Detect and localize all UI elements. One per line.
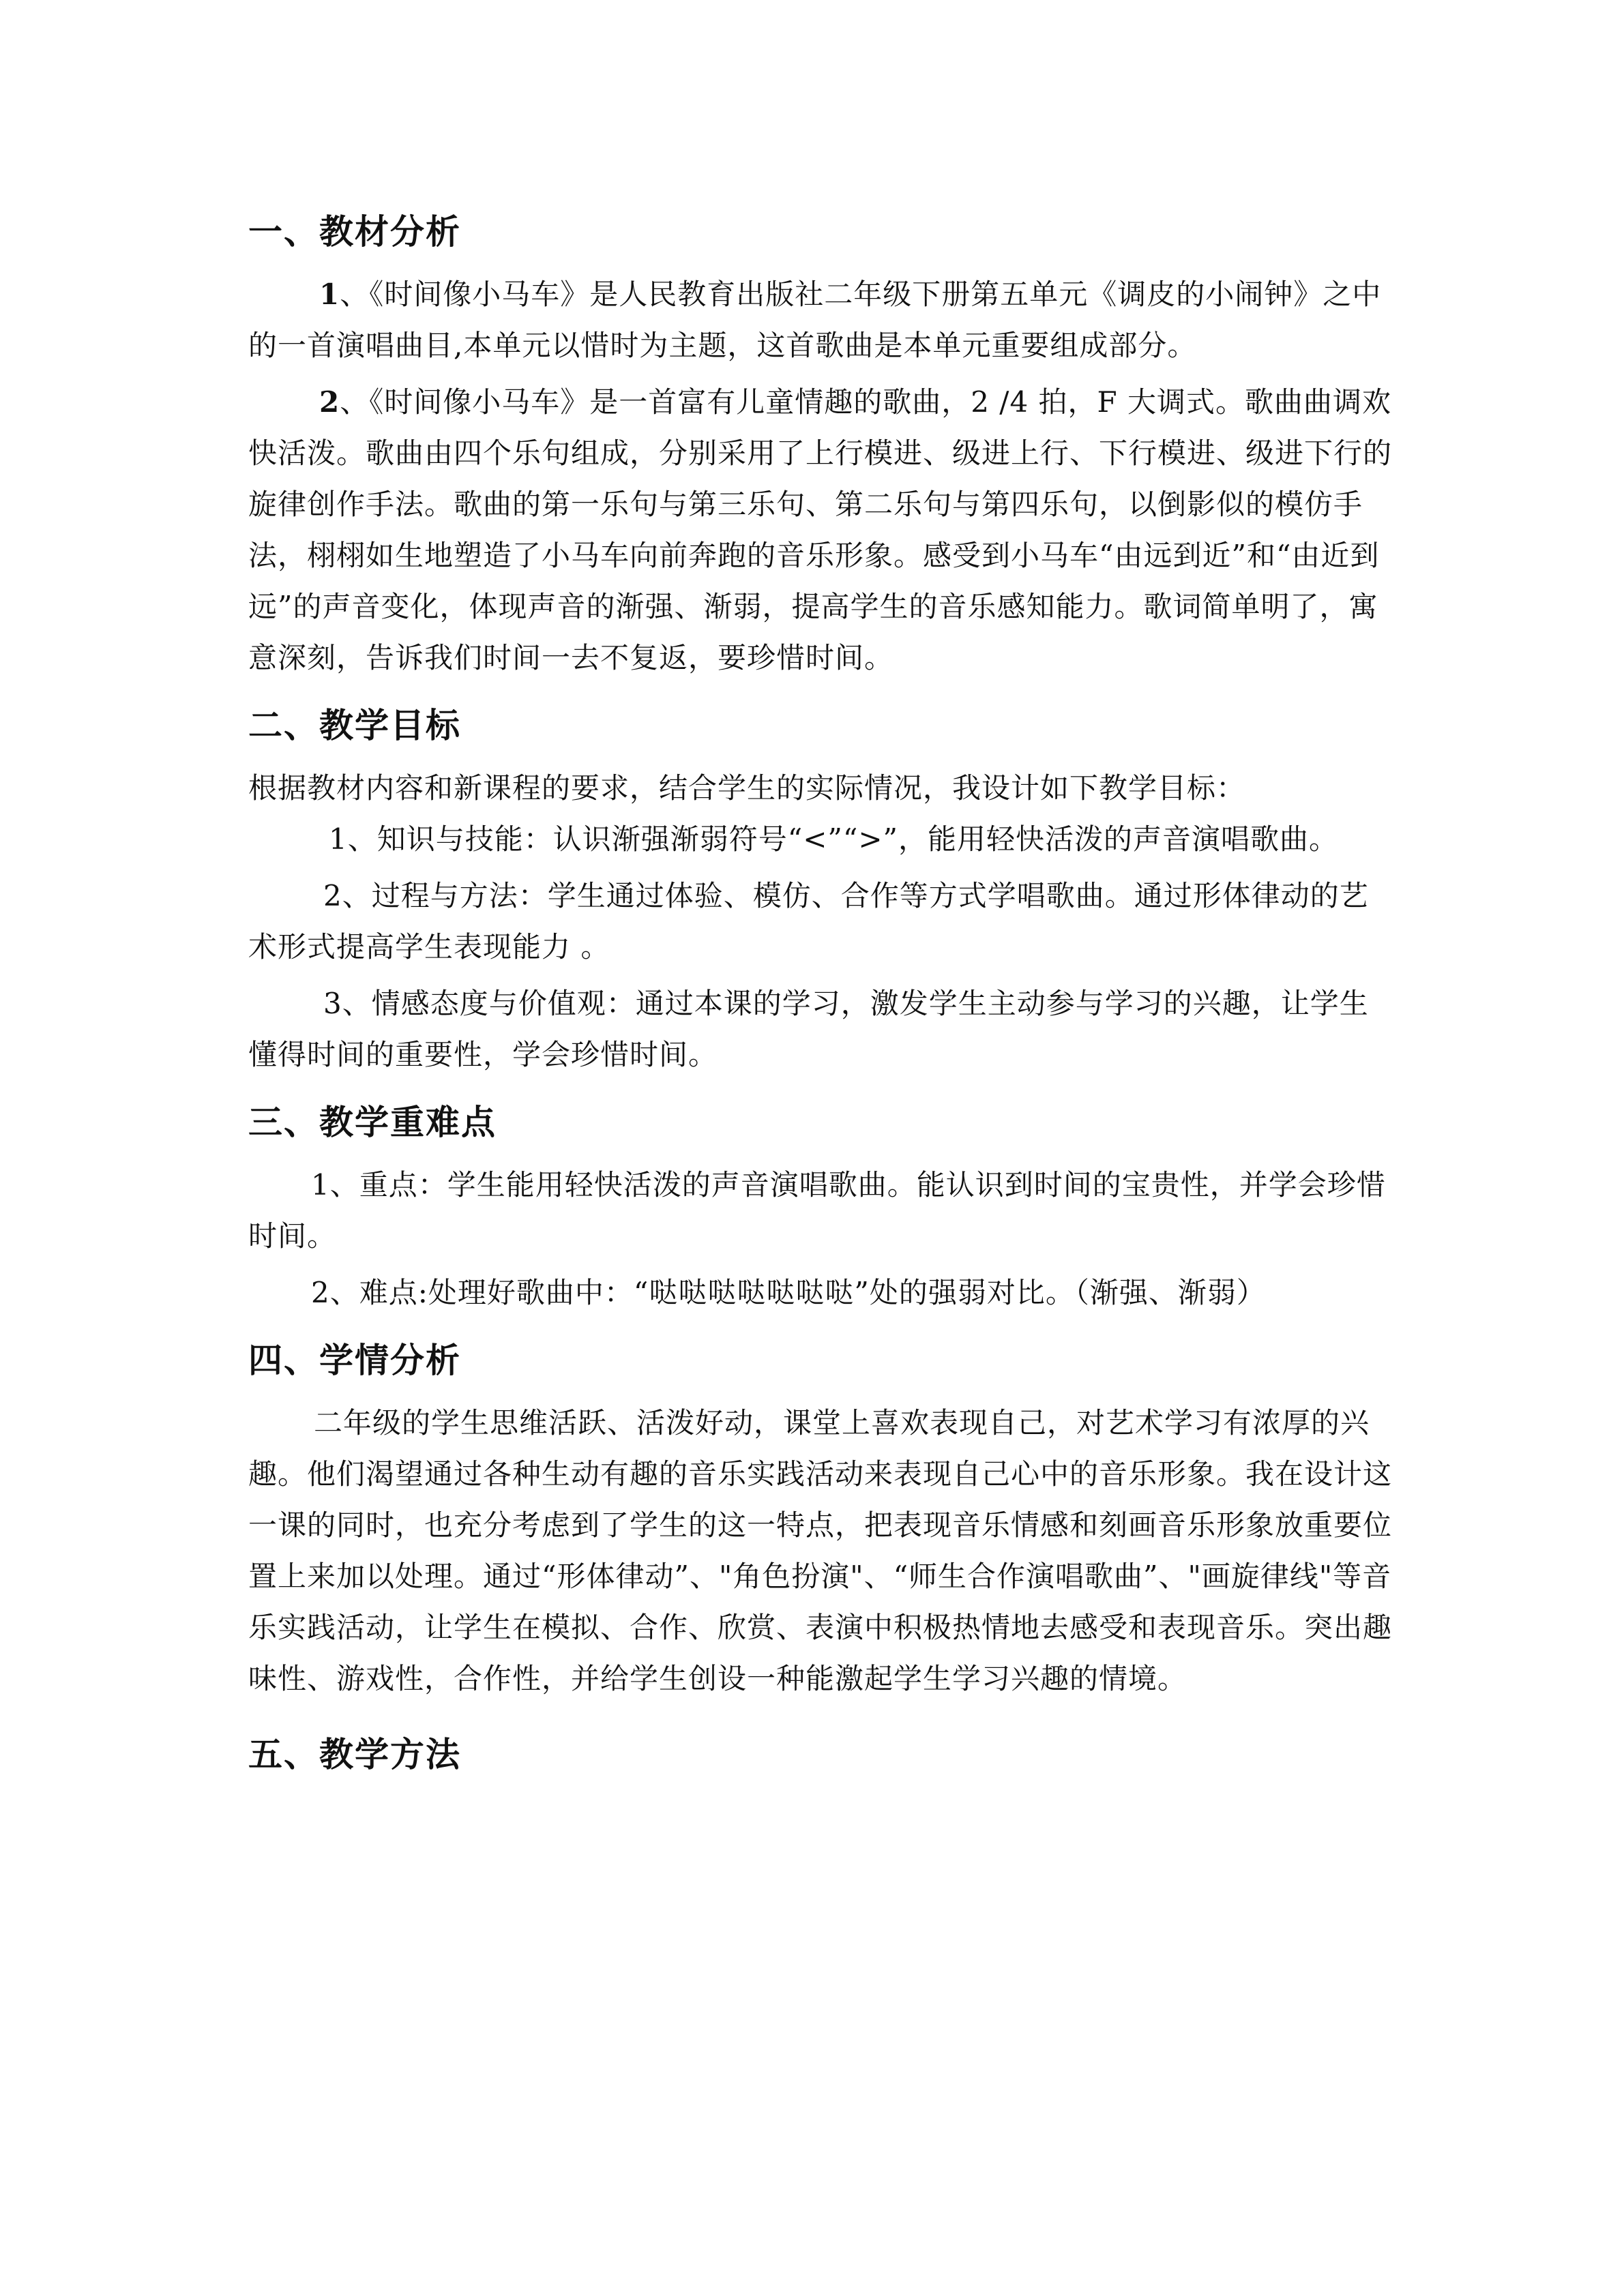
document-page xyxy=(248,205,1394,1782)
section-1-paragraph-1 xyxy=(248,269,1394,371)
section-4-paragraph-1: 二年级的学生思维活跃、活泼好动，课堂上喜欢表现自己，对艺术学习有浓厚的兴趣。他们渴望通过各种生动有趣的音乐实践活动来表现自己心中的音乐形象。我在设计这一课的同时，也充分考虑到了学生的这一特点，把表现音乐情感和刻画音乐形象放重要位置上来加以处理。通过“形体律动”、"角色扮演"、“师生合作演唱歌曲”、"画旋律线"等音乐实践活动，让学生在模拟、合作、欣赏、表演中积极热情地去感受和表现音乐。突出趣味性、游戏性，合作性，并给学生创设一种能激起学生学习兴趣的情境。 xyxy=(248,1406,1393,1695)
paragraph-text: 、《时间像小马车》是一首富有儿童情趣的歌曲，2 /4 拍，F 大调式。歌曲曲调欢快活泼。歌曲由四个乐句组成，分别采用了上行模进、级进上行、下行模进、级进下行的旋律创作手法。歌曲的第一乐句与第三乐句、第二乐句与第四乐句，以倒影似的模仿手法，栩栩如生地塑造了小马车向前奔跑的音乐形象。感受到小马车“由远到近”和“由近到远”的声音变化，体现声音的渐强、渐弱，提高学生的音乐感知能力。歌词简单明了，寓意深刻，告诉我们时间一去不复返，要珍惜时间。 xyxy=(248,385,1393,674)
section-3-paragraph-2: 2、难点:处理好歌曲中：“哒哒哒哒哒哒哒”处的强弱对比。（渐强、渐弱） xyxy=(311,1276,1266,1309)
section-heading-3: 三、教学重难点 xyxy=(248,1103,497,1142)
paragraph-number: 2 xyxy=(319,385,340,419)
section-heading-5: 五、教学方法 xyxy=(248,1735,461,1774)
section-3-paragraph-1: 1、重点：学生能用轻快活泼的声音演唱歌曲。能认识到时间的宝贵性，并学会珍惜时间。 xyxy=(248,1168,1386,1253)
section-2-paragraph-2: 2、过程与方法：学生通过体验、模仿、合作等方式学唱歌曲。通过形体律动的艺术形式提高学生表现能力 。 xyxy=(248,879,1369,964)
section-heading-1: 一、教材分析 xyxy=(248,212,461,252)
section-2-paragraph-3: 3、情感态度与价值观：通过本课的学习，激发学生主动参与学习的兴趣，让学生懂得时间的重要性，学会珍惜时间。 xyxy=(248,987,1369,1071)
section-heading-2: 二、教学目标 xyxy=(248,706,461,745)
section-heading-4: 四、学情分析 xyxy=(248,1341,461,1380)
section-1-paragraph-2 xyxy=(248,376,1394,683)
section-2-paragraph-1: 1、知识与技能：认识渐强渐弱符号“<”“>”，能用轻快活泼的声音演唱歌曲。 xyxy=(329,822,1338,856)
section-2-intro: 根据教材内容和新课程的要求，结合学生的实际情况，我设计如下教学目标： xyxy=(248,771,1246,805)
paragraph-number: 1 xyxy=(319,278,340,311)
paragraph-text: 、《时间像小马车》是人民教育出版社二年级下册第五单元《调皮的小闹钟》之中的一首演唱曲目,本单元以惜时为主题，这首歌曲是本单元重要组成部分。 xyxy=(248,278,1382,362)
